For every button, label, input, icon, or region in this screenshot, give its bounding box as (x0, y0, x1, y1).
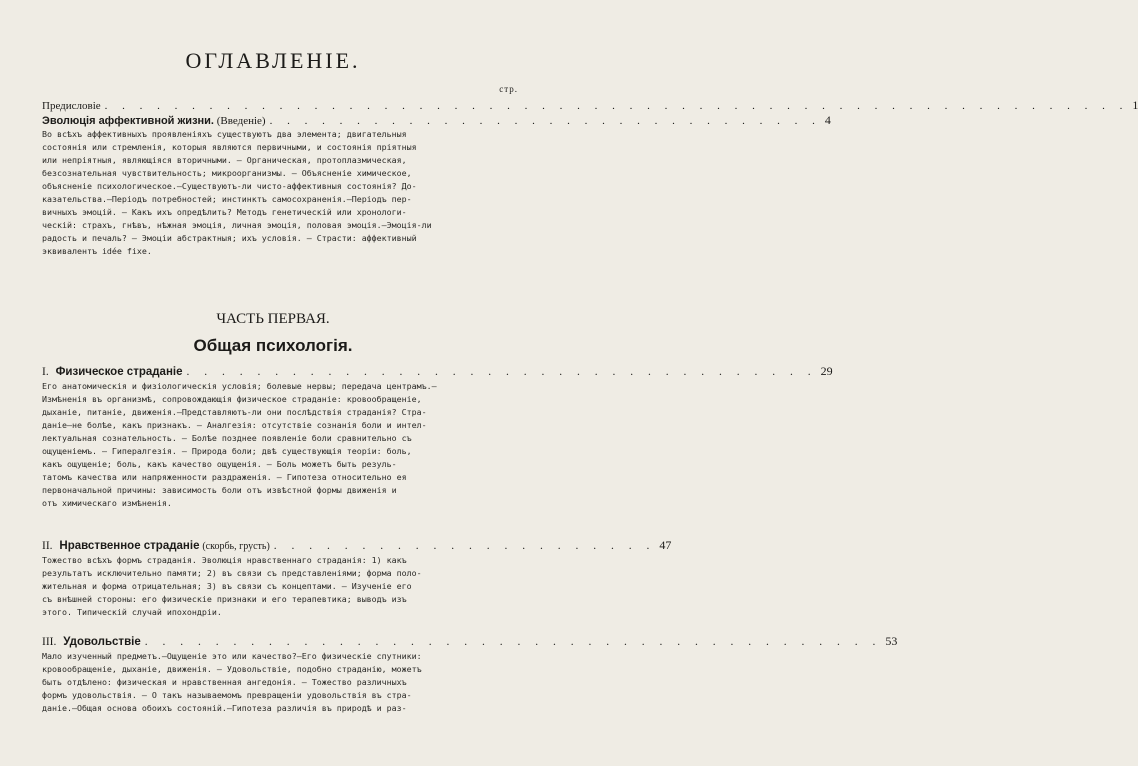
description-line: вичныхъ эмоцій. — Какъ ихъ опредѣлить? Методъ генетическій или хронологи- (42, 207, 407, 217)
description-line: какъ ощущеніе; боль, какъ качество ощущенія. — Боль можетъ быть резуль- (42, 459, 397, 469)
toc-entry-preface[interactable] (42, 98, 1138, 113)
page-title: ОГЛАВЛЕНІЕ. (185, 48, 361, 73)
toc-entry-intro[interactable] (42, 113, 831, 128)
leader-dots: . . . . . . . . . . . . . . . . . . . . . . (273, 540, 656, 552)
section-heading: Общая психологія. (193, 336, 353, 355)
leader-dots: . . . . . . . . . . . . . . . . . . . . . . . . . . . . . . . . . . . . . . . . . . . . . . . . . . . . . . . . . . . (104, 100, 1129, 112)
page-column-label: стр. (499, 84, 518, 94)
description-line: результатъ исключительно памяти; 2) въ связи съ представленіями; форма поло- (42, 568, 422, 578)
toc-entry-description (42, 380, 518, 510)
toc-entry-label: Нравственное страданіе (59, 540, 200, 552)
description-line: татомъ качества или напряженности раздраженія. — Гипотеза относительно ея (42, 472, 407, 482)
section-number: III. (42, 636, 57, 648)
description-line: Во всѣхъ аффективныхъ проявленіяхъ существуютъ два элемента; двигательныя (42, 129, 407, 139)
toc-entry-description (42, 128, 518, 258)
description-line: ческій: страхъ, гнѣвъ, нѣжная эмоція, личная эмоція, половая эмоція.—Эмоція-ли (42, 220, 432, 230)
description-line: первоначальной причины: зависимость боли отъ извѣстной формы движенія и (42, 485, 397, 495)
toc-entry-page: 47 (659, 538, 672, 552)
description-line: казательства.—Періодъ потребностей; инстинктъ самосохраненія.—Періодъ пер- (42, 194, 412, 204)
toc-entry-section-3[interactable] (42, 634, 898, 649)
toc-entry-description (42, 554, 518, 619)
toc-entry-page: 4 (824, 113, 831, 127)
toc-entry-label: Удовольствіе (63, 636, 141, 648)
toc-entry-description (42, 650, 518, 715)
description-line: съ внѣшней стороны: его физическіе признаки и его терапевтика; выводъ изъ (42, 594, 407, 604)
toc-entry-section-2[interactable] (42, 538, 672, 553)
toc-entry-page: 29 (820, 364, 833, 378)
description-line: лектуальная сознательность. — Болѣе позднее появленіе боли сравнительно съ (42, 433, 412, 443)
toc-entry-label: Физическое страданіе (55, 366, 183, 378)
description-line: Его анатомическія и физіологическія условія; болевые нервы; передача центрамъ.— (42, 381, 437, 391)
description-line: жительная и форма отрицательная; 3) въ связи съ концептами. — Изученіе его (42, 581, 412, 591)
toc-entry-sublabel: (скорбь, грусть) (202, 541, 270, 552)
description-line: даніе—не болѣе, какъ признакъ. — Аналгезія: отсутствіе сознанія боли и интел- (42, 420, 427, 430)
description-line: Тожество всѣхъ формъ страданія. Эволюція нравственнаго страданія: 1) какъ (42, 555, 407, 565)
description-line: даніе.—Общая основа обоихъ состояній.—Гипотеза различія въ природѣ и раз- (42, 703, 407, 713)
toc-entry-label: Предисловіе (42, 100, 101, 112)
toc-entry-page: 53 (885, 634, 898, 648)
description-line: этого. Типическій случай ипохондріи. (42, 607, 222, 617)
description-line: быть отдѣлено: физическая и нравственная ангедонія. — Тожество различныхъ (42, 677, 407, 687)
description-line: безсознательная чувствительность; микроорганизмы. — Объясненіе химическое, (42, 168, 412, 178)
description-line: ощущеніемъ. — Гипералгезія. — Природа боли; двѣ существующія теоріи: боль, (42, 446, 412, 456)
description-line: Мало изученный предметъ.—Ощущеніе это или качество?—Его физическіе спутники: (42, 651, 422, 661)
description-line: дыханіе, питаніе, движенія.—Представляютъ-ли они послѣдствія страданія? Стра- (42, 407, 427, 417)
section-number: II. (42, 540, 53, 552)
description-line: Измѣненія въ организмѣ, сопровождающія физическое страданіе: кровообращеніе, (42, 394, 422, 404)
section-number: I. (42, 366, 49, 378)
description-line: объясненіе психологическое.—Существуютъ-ли чисто-аффективныя состоянія? До- (42, 181, 417, 191)
description-line: радость и печаль? — Эмоціи абстрактныя; ихъ условія. — Страсти: аффективный (42, 233, 417, 243)
description-line: или непріятныя, являющіяся вторичными. — Органическая, протоплазмическая, (42, 155, 407, 165)
toc-entry-sublabel: (Введеніе) (216, 115, 266, 127)
description-line: эквивалентъ idée fixe. (42, 246, 152, 256)
part-heading: ЧАСТЬ ПЕРВАЯ. (216, 311, 330, 327)
leader-dots: . . . . . . . . . . . . . . . . . . . . . . . . . . . . . . . . (269, 115, 821, 127)
leader-dots: . . . . . . . . . . . . . . . . . . . . . . . . . . . . . . . . . . . . (186, 366, 817, 378)
description-line: отъ химическаго измѣненія. (42, 498, 172, 508)
leader-dots: . . . . . . . . . . . . . . . . . . . . . . . . . . . . . . . . . . . . . . . . . . (144, 636, 882, 648)
description-line: формъ удовольствія. — О такъ называемомъ превращеніи удовольствія въ стра- (42, 690, 412, 700)
description-line: состоянія или стремленія, которыя являются первичными, и состоянія пріятныя (42, 142, 417, 152)
description-line: кровообращеніе, дыханіе, движенія. — Удовольствіе, подобно страданію, можетъ (42, 664, 422, 674)
toc-entry-section-1[interactable] (42, 364, 833, 379)
toc-entry-label: Эволюція аффективной жизни. (42, 115, 214, 127)
toc-entry-page: 1 (1132, 98, 1138, 112)
